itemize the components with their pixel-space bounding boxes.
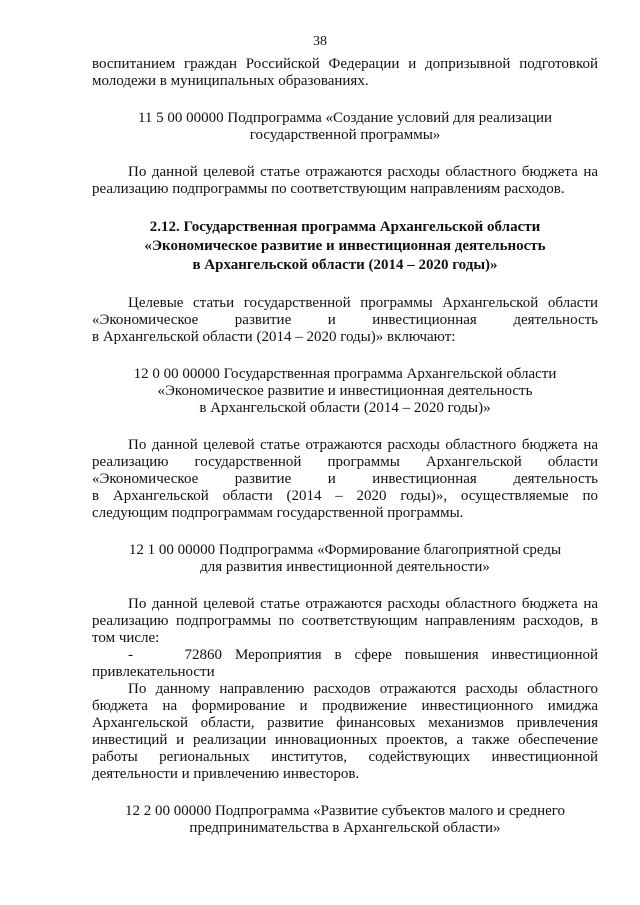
text-line: в Архангельской области (2014 – 2020 годы)», осуществляемые по [92, 488, 598, 504]
text-line: 12 1 00 00000 Подпрограмма «Формирование благоприятной среды [128, 542, 562, 558]
page-content [92, 56, 598, 837]
text-line: бюджета на формирование и продвижение инвестиционного имиджа [92, 698, 598, 714]
text-line: «Экономическое развитие и инвестиционная деятельность [92, 312, 598, 328]
text-line: 12 0 00 00000 Государственная программа Архангельской области [133, 366, 557, 382]
text-line: «Экономическое развитие и инвестиционная деятельность [92, 471, 598, 487]
paragraph-continuation [92, 56, 598, 90]
text-line: реализацию подпрограммы по соответствующим направлениям расходов. [92, 181, 565, 197]
text-line: работы региональных институтов, содействующих инвестиционной [92, 749, 598, 765]
paragraph-target-articles [92, 295, 598, 346]
subprogram-11-5-title [92, 110, 598, 144]
paragraph-subprogram-11-5-desc [92, 164, 598, 198]
text-line: 11 5 00 00000 Подпрограмма «Создание условий для реализации [137, 110, 553, 126]
text-line: По данной целевой статье отражаются расходы областного бюджета на [128, 164, 598, 180]
text-line: в Архангельской области (2014 – 2020 годы)» включают: [92, 329, 456, 345]
program-12-title [92, 366, 598, 417]
subprogram-12-2-title [92, 803, 598, 837]
heading-line: 2.12. Государственная программа Архангельской области [149, 219, 541, 235]
text-line: том числе: [92, 630, 160, 646]
text-line: предпринимательства в Архангельской области» [189, 820, 501, 836]
text-line: инвестиций и реализации инновационных проектов, а также обеспечение [92, 732, 598, 748]
heading-line: «Экономическое развитие и инвестиционная деятельность [144, 238, 546, 254]
heading-line: в Архангельской области (2014 – 2020 годы)» [192, 257, 498, 273]
text-line: «Экономическое развитие и инвестиционная деятельность [157, 383, 533, 399]
text-line: По данному направлению расходов отражаются расходы областного [128, 681, 598, 697]
paragraph-program-12-desc [92, 437, 598, 522]
text-line: реализацию государственной программы Архангельской области [92, 454, 598, 470]
text-line: для развития инвестиционной деятельности» [200, 559, 490, 575]
section-heading-2-12 [92, 218, 598, 275]
text-line: воспитанием граждан Российской Федерации и допризывной подготовкой [92, 56, 598, 72]
text-line: деятельности и привлечению инвесторов. [92, 766, 360, 782]
text-line: в Архангельской области (2014 – 2020 годы)» [199, 400, 491, 416]
paragraph-72860-desc [92, 681, 598, 783]
text-line: реализацию подпрограммы по соответствующим направлениям расходов, в [92, 613, 598, 629]
paragraph-subprogram-12-1-desc [92, 596, 598, 647]
text-line: - 72860 Мероприятия в сфере повышения инвестиционной [128, 647, 598, 663]
text-line: 12 2 00 00000 Подпрограмма «Развитие субъектов малого и среднего [124, 803, 566, 819]
text-line: государственной программы» [249, 127, 441, 143]
text-line: Целевые статьи государственной программы Архангельской области [128, 295, 598, 311]
text-line: следующим подпрограммам государственной программы. [92, 505, 464, 521]
list-item-72860 [92, 647, 598, 681]
text-line: Архангельской области, развитие финансовых механизмов привлечения [92, 715, 598, 731]
text-line: По данной целевой статье отражаются расходы областного бюджета на [128, 596, 598, 612]
text-line: привлекательности [92, 664, 215, 680]
page-number: 38 [313, 34, 327, 49]
text-line: молодежи в муниципальных образованиях. [92, 73, 369, 89]
text-line: По данной целевой статье отражаются расходы областного бюджета на [128, 437, 598, 453]
subprogram-12-1-title [92, 542, 598, 576]
